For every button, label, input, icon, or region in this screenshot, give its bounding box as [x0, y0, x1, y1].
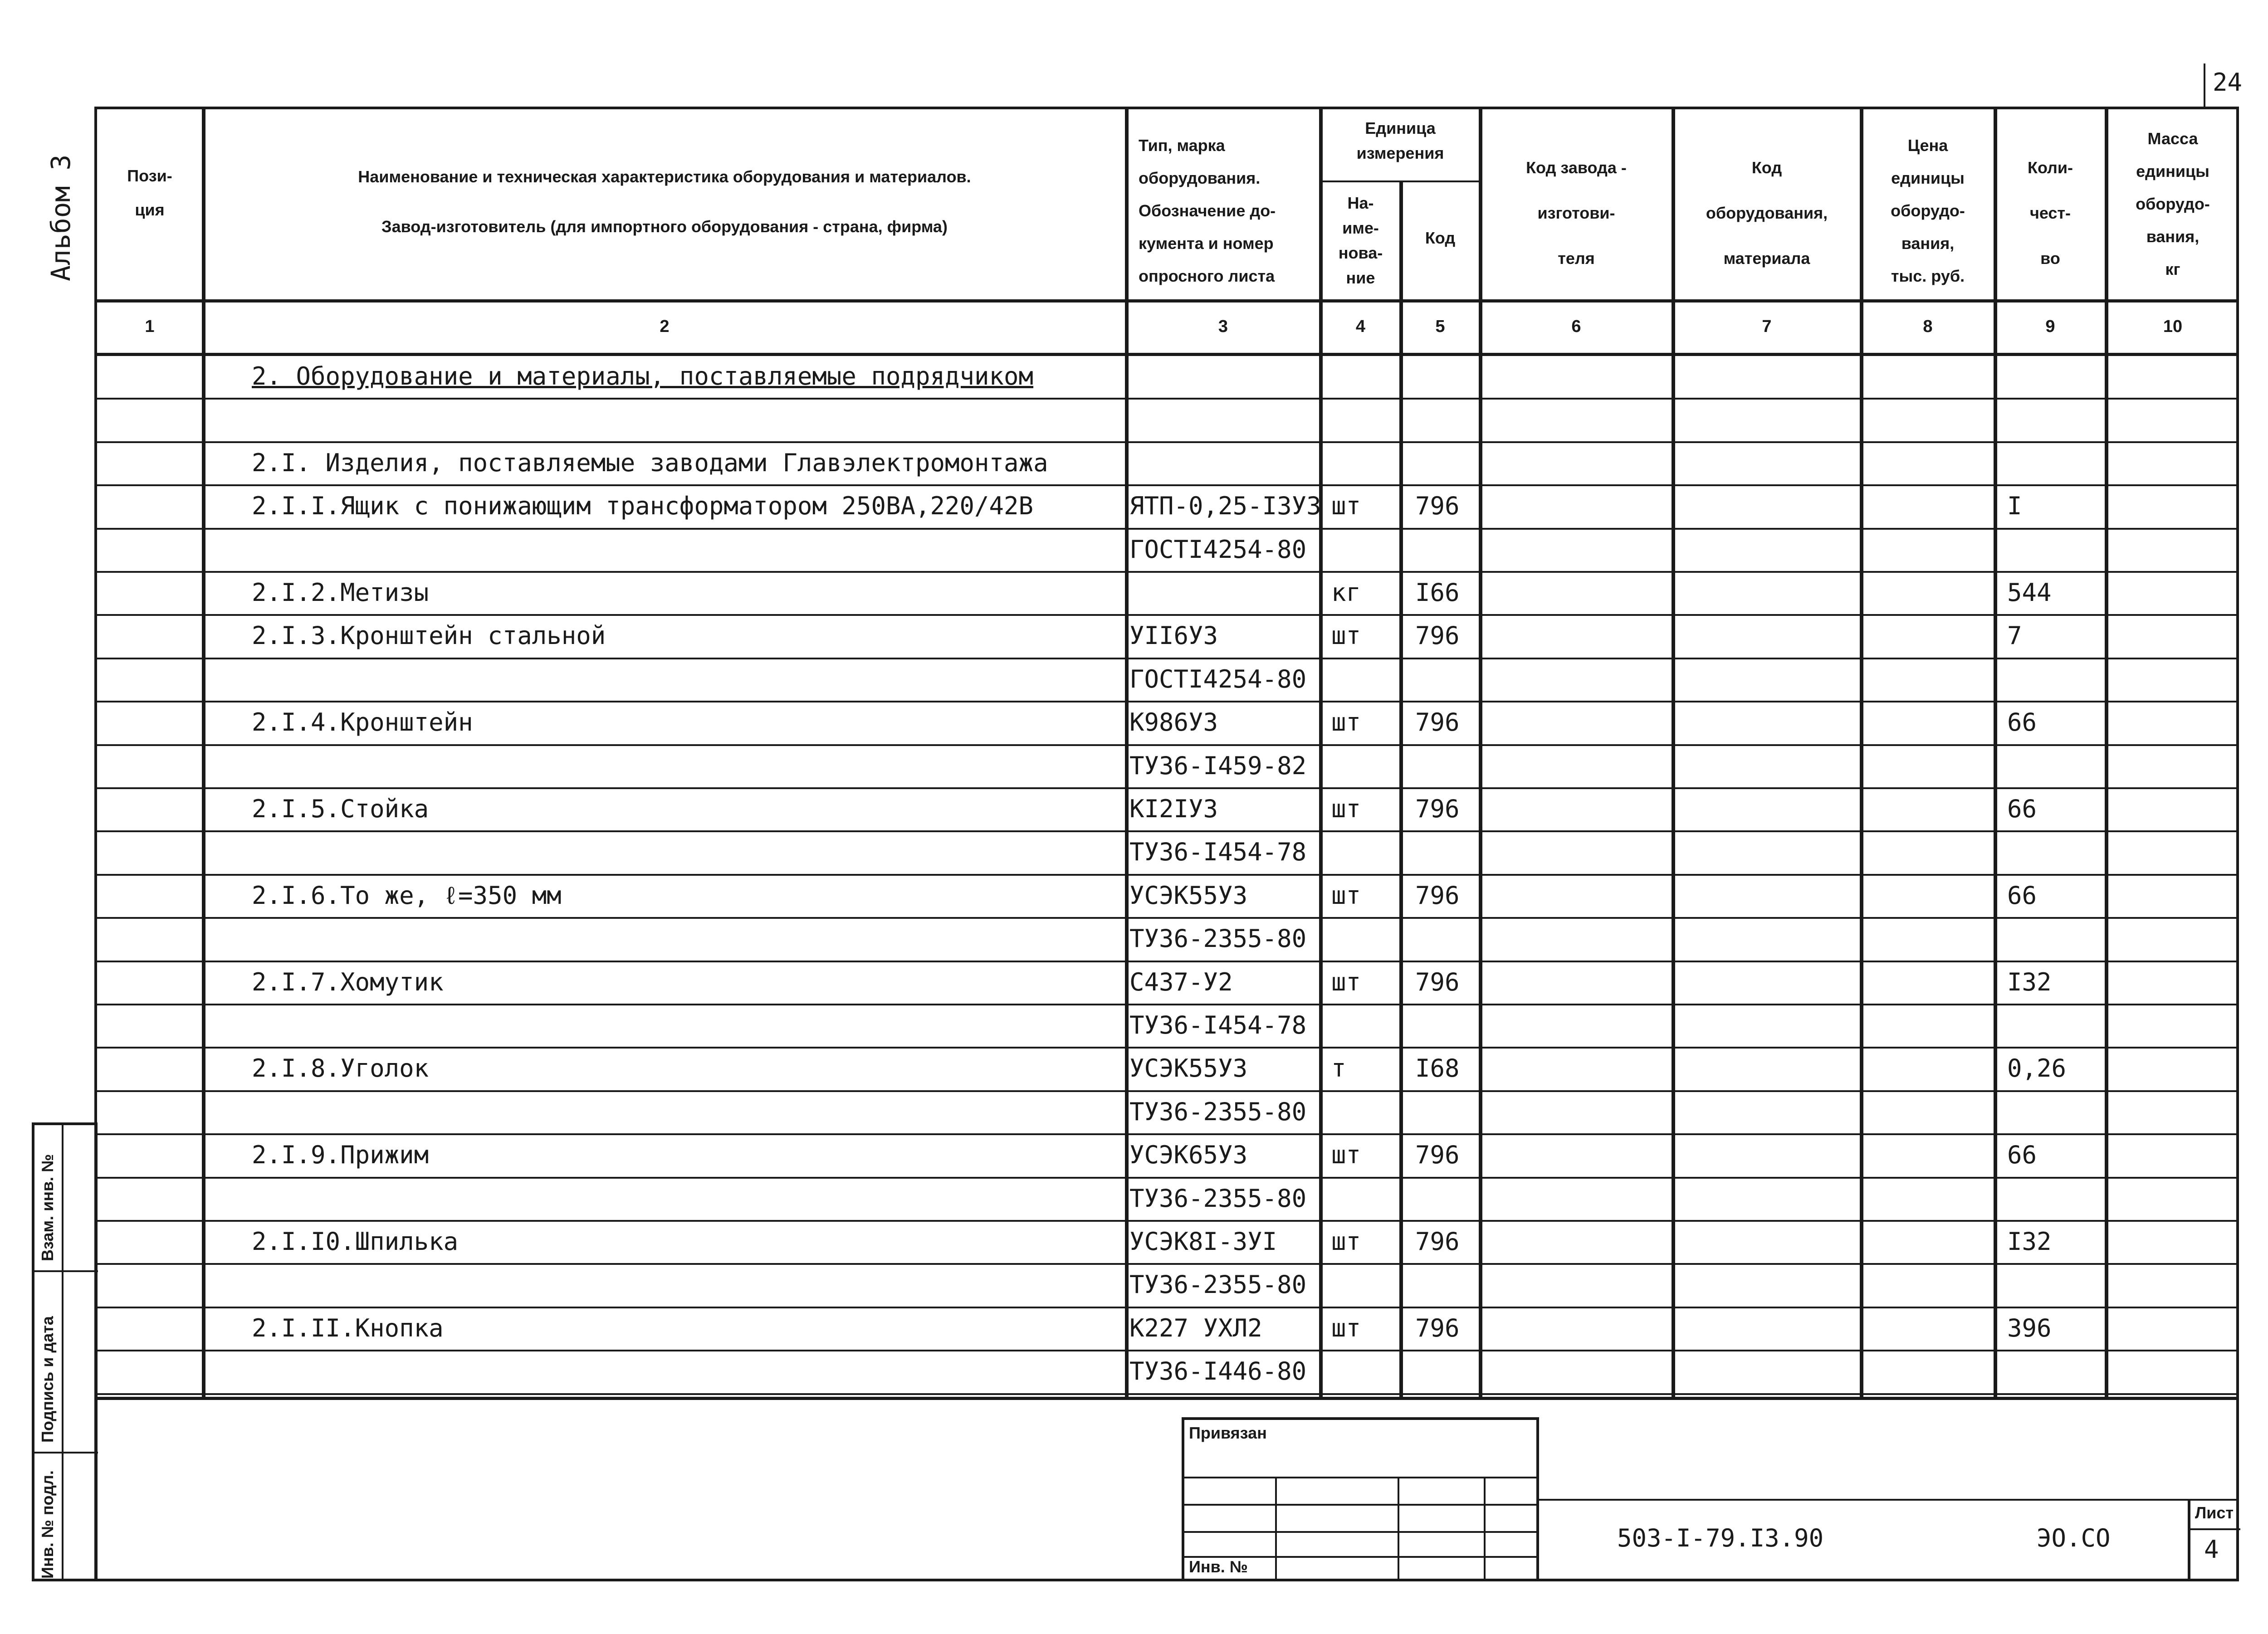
row-type: УII6У3	[1129, 621, 1218, 650]
row-type: ТУ36-2355-80	[1129, 1270, 1307, 1299]
row-name: 2.I.5.Стойка	[252, 795, 429, 823]
row-name: 2.I.II.Кнопка	[252, 1314, 444, 1342]
row-code: 796	[1415, 1314, 1460, 1342]
row-unit: т	[1331, 1054, 1346, 1083]
row-code: I68	[1415, 1054, 1460, 1083]
row-unit: шт	[1331, 708, 1361, 737]
row-type: УСЭК65У3	[1129, 1141, 1248, 1169]
row-qty: I	[2007, 492, 2022, 520]
col-number-7: 7	[1762, 317, 1772, 336]
header-quantity: Коли- чест- во	[2027, 158, 2073, 268]
row-type: ТУ36-2355-80	[1129, 1184, 1307, 1213]
row-name: 2.I.9.Прижим	[252, 1141, 429, 1169]
title-block	[1182, 1417, 1539, 1581]
row-name: 2.I.3.Кронштейн стальной	[252, 621, 606, 650]
row-name: 2.I. Изделия, поставляемые заводами Главэлектромонтажа	[252, 449, 1048, 477]
row-code: 796	[1415, 968, 1460, 996]
header-unit-name: На- име- нова- ние	[1338, 194, 1383, 287]
row-divider	[94, 658, 2239, 659]
row-divider	[94, 787, 2239, 789]
col-number-1: 1	[145, 317, 155, 336]
row-qty: 544	[2007, 578, 2052, 607]
album-label: Альбом 3	[45, 154, 76, 281]
row-name: 2. Оборудование и материалы, поставляемые подрядчиком	[252, 362, 1034, 390]
row-type: ТУ36-I459-82	[1129, 751, 1307, 780]
row-unit: шт	[1331, 795, 1361, 823]
row-code: 796	[1415, 708, 1460, 737]
row-qty: 66	[2007, 881, 2037, 910]
row-code: 796	[1415, 492, 1460, 520]
col-number-8: 8	[1923, 317, 1933, 336]
row-code: 796	[1415, 881, 1460, 910]
row-divider	[94, 441, 2239, 443]
row-unit: шт	[1331, 1141, 1361, 1169]
row-type: С437-У2	[1129, 968, 1233, 996]
row-type: УСЭК55У3	[1129, 881, 1248, 910]
row-divider	[94, 1220, 2239, 1222]
row-unit: шт	[1331, 881, 1361, 910]
row-code: 796	[1415, 1227, 1460, 1256]
row-code: 796	[1415, 795, 1460, 823]
row-divider	[94, 398, 2239, 400]
row-unit: шт	[1331, 492, 1361, 520]
row-name: 2.I.I0.Шпилька	[252, 1227, 459, 1256]
row-qty: 0,26	[2007, 1054, 2067, 1083]
col-number-4: 4	[1355, 317, 1366, 336]
sheet-label: Лист	[2195, 1503, 2234, 1522]
sheet-box	[2188, 1499, 2239, 1581]
row-divider	[94, 1307, 2239, 1308]
header-equipment-code: Код оборудования, материала	[1706, 158, 1828, 268]
podpis-data-label: Подпись и дата	[38, 1316, 57, 1443]
row-qty: 66	[2007, 708, 2037, 737]
row-name: 2.I.6.То же, ℓ=350 мм	[252, 881, 562, 910]
col-number-10: 10	[2163, 317, 2183, 336]
col-number-2: 2	[660, 317, 670, 336]
section-code: ЭО.СО	[2037, 1524, 2111, 1552]
row-qty: I32	[2007, 968, 2052, 996]
row-type: КI2IУ3	[1129, 795, 1218, 823]
row-type: ТУ36-I454-78	[1129, 838, 1307, 866]
header-mass: Масса единицы оборудо- вания, кг	[2136, 129, 2210, 278]
row-qty: 396	[2007, 1314, 2052, 1342]
row-unit: шт	[1331, 968, 1361, 996]
col-number-6: 6	[1571, 317, 1581, 336]
row-divider	[94, 1090, 2239, 1092]
row-divider	[94, 1263, 2239, 1265]
privyazan-label: Привязан	[1189, 1424, 1267, 1442]
row-type: К227 УХЛ2	[1129, 1314, 1262, 1342]
row-divider	[94, 917, 2239, 919]
row-divider	[94, 1393, 2239, 1395]
page-number: 24	[2213, 68, 2243, 97]
row-divider	[94, 744, 2239, 746]
row-unit: шт	[1331, 1314, 1361, 1342]
row-name: 2.I.2.Метизы	[252, 578, 429, 607]
sheet-number: 4	[2204, 1535, 2219, 1564]
inv-podl-label: Инв. № подл.	[38, 1470, 57, 1579]
row-type: ТУ36-I446-80	[1129, 1357, 1307, 1385]
col-number-5: 5	[1435, 317, 1445, 336]
row-divider	[94, 484, 2239, 486]
row-divider	[94, 1133, 2239, 1135]
inv-no-label: Инв. №	[1189, 1557, 1248, 1576]
row-name: 2.I.7.Хомутик	[252, 968, 444, 996]
header-unit-code: Код	[1425, 229, 1456, 247]
header-factory-code: Код завода - изготови- теля	[1526, 158, 1627, 268]
vzam-inv-label: Взам. инв. №	[38, 1154, 57, 1261]
row-unit: кг	[1331, 578, 1361, 607]
row-code: I66	[1415, 578, 1460, 607]
row-type: ТУ36-2355-80	[1129, 924, 1307, 953]
row-divider	[94, 874, 2239, 876]
row-type: К986У3	[1129, 708, 1218, 737]
row-name: 2.I.I.Ящик с понижающим трансформатором 250ВА,220/42В	[252, 492, 1034, 520]
row-unit: шт	[1331, 1227, 1361, 1256]
row-type: ЯТП-0,25-I3У3	[1129, 492, 1321, 520]
header-position: Пози- ция	[127, 166, 172, 219]
header-price: Цена единицы оборудо- вания, тыс. руб.	[1891, 136, 1965, 285]
row-divider	[94, 701, 2239, 702]
header-unit: Единица измерения	[1356, 119, 1444, 162]
side-stamp	[32, 1122, 98, 1581]
row-code: 796	[1415, 621, 1460, 650]
row-code: 796	[1415, 1141, 1460, 1169]
row-type: ТУ36-2355-80	[1129, 1097, 1307, 1126]
row-divider	[94, 528, 2239, 530]
row-divider	[94, 830, 2239, 832]
row-divider	[94, 1177, 2239, 1179]
row-divider	[94, 1047, 2239, 1049]
row-divider	[94, 961, 2239, 962]
row-qty: 66	[2007, 795, 2037, 823]
row-type: УСЭК55У3	[1129, 1054, 1248, 1083]
row-qty: I32	[2007, 1227, 2052, 1256]
header-type: Тип, марка оборудования. Обозначение до- кумента и номер опросного листа	[1139, 136, 1276, 285]
col-number-9: 9	[2045, 317, 2055, 336]
row-unit: шт	[1331, 621, 1361, 650]
row-type: ТУ36-I454-78	[1129, 1011, 1307, 1039]
row-type: УСЭК8I-3УI	[1129, 1227, 1277, 1256]
row-qty: 66	[2007, 1141, 2037, 1169]
row-name: 2.I.4.Кронштейн	[252, 708, 473, 737]
col-number-3: 3	[1218, 317, 1228, 336]
document-code: 503-I-79.I3.90	[1617, 1524, 1824, 1552]
header-name: Наименование и техническая характеристика оборудования и материалов. Завод-изготовитель (для импортного оборудования - страна, фирма)	[358, 167, 971, 236]
row-divider	[94, 614, 2239, 616]
row-divider	[94, 1004, 2239, 1005]
row-type: ГОСТI4254-80	[1129, 665, 1307, 693]
row-qty: 7	[2007, 621, 2022, 650]
row-divider	[94, 571, 2239, 573]
row-name: 2.I.8.Уголок	[252, 1054, 429, 1083]
row-divider	[94, 1350, 2239, 1351]
row-type: ГОСТI4254-80	[1129, 535, 1307, 564]
